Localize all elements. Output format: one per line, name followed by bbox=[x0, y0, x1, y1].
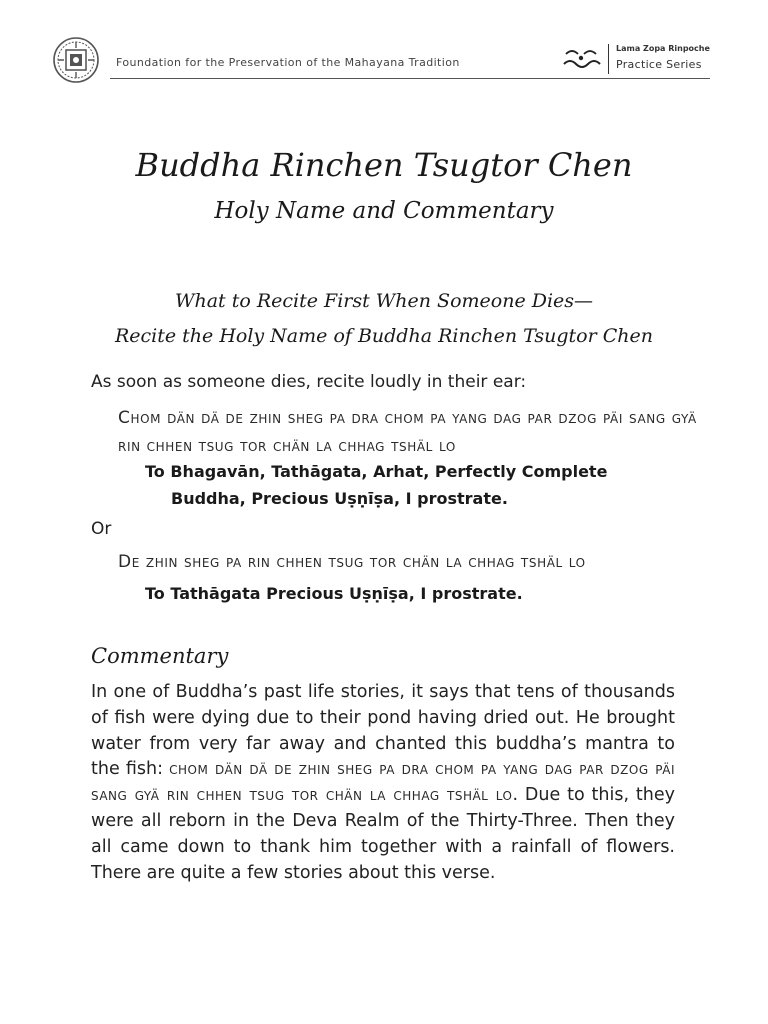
page-title: Buddha Rinchen Tsugtor Chen bbox=[135, 146, 633, 184]
long-mantra: Chom dän dä de zhin sheg pa dra chom pa yang dag par dzog päi sang gyä rin chhen tsug tor chän la chhag tshäl lo bbox=[118, 408, 697, 456]
commentary-text-after: . Due to this, they were all reborn in the Deva Realm of the Thirty-Three. Then they all came down to thank him together with a rainfall of flowers. There are quite a few stories about this verse. bbox=[91, 785, 675, 883]
section-heading-line-1: What to Recite First When Someone Dies— bbox=[174, 290, 594, 312]
section-heading-line-2: Recite the Holy Name of Buddha Rinchen Tsugtor Chen bbox=[114, 325, 653, 347]
commentary-inline-mantra: chom dän dä de zhin sheg pa dra chom pa yang dag par dzog päi sang gyä rin chhen tsug tor chän la chhag tshäl lo bbox=[91, 759, 675, 806]
intro-text: As soon as someone dies, recite loudly in their ear: bbox=[91, 372, 527, 392]
author-label: Lama Zopa Rinpoche bbox=[616, 44, 710, 53]
page-subtitle: Holy Name and Commentary bbox=[214, 198, 554, 224]
logo-divider bbox=[608, 44, 609, 74]
short-mantra-translation: To Tathāgata Precious Uṣṇīṣa, I prostrate. bbox=[145, 584, 523, 603]
series-label: Practice Series bbox=[616, 58, 702, 71]
commentary-paragraph bbox=[91, 680, 675, 886]
fpmt-seal-logo bbox=[52, 36, 100, 84]
short-mantra: De zhin sheg pa rin chhen tsug tor chän la chhag tshäl lo bbox=[118, 552, 586, 572]
page-header bbox=[50, 36, 710, 82]
practice-series-logo bbox=[562, 42, 710, 78]
long-mantra-translation-line-2: Buddha, Precious Uṣṇīṣa, I prostrate. bbox=[171, 489, 508, 508]
header-rule bbox=[110, 78, 710, 79]
section-heading bbox=[0, 284, 768, 354]
commentary-heading: Commentary bbox=[91, 644, 229, 668]
commentary-text-before: In one of Buddha’s past life stories, it says that tens of thousands of fish were dying due to their pond having dried out. He brought water from very far away and chanted this buddha’s mantra to the fish: bbox=[91, 682, 675, 780]
organization-name: Foundation for the Preservation of the Mahayana Tradition bbox=[116, 56, 460, 69]
lama-zopa-logo-icon bbox=[562, 46, 602, 72]
or-label: Or bbox=[91, 519, 112, 539]
long-mantra-translation-line-1: To Bhagavān, Tathāgata, Arhat, Perfectly Complete bbox=[145, 462, 608, 481]
